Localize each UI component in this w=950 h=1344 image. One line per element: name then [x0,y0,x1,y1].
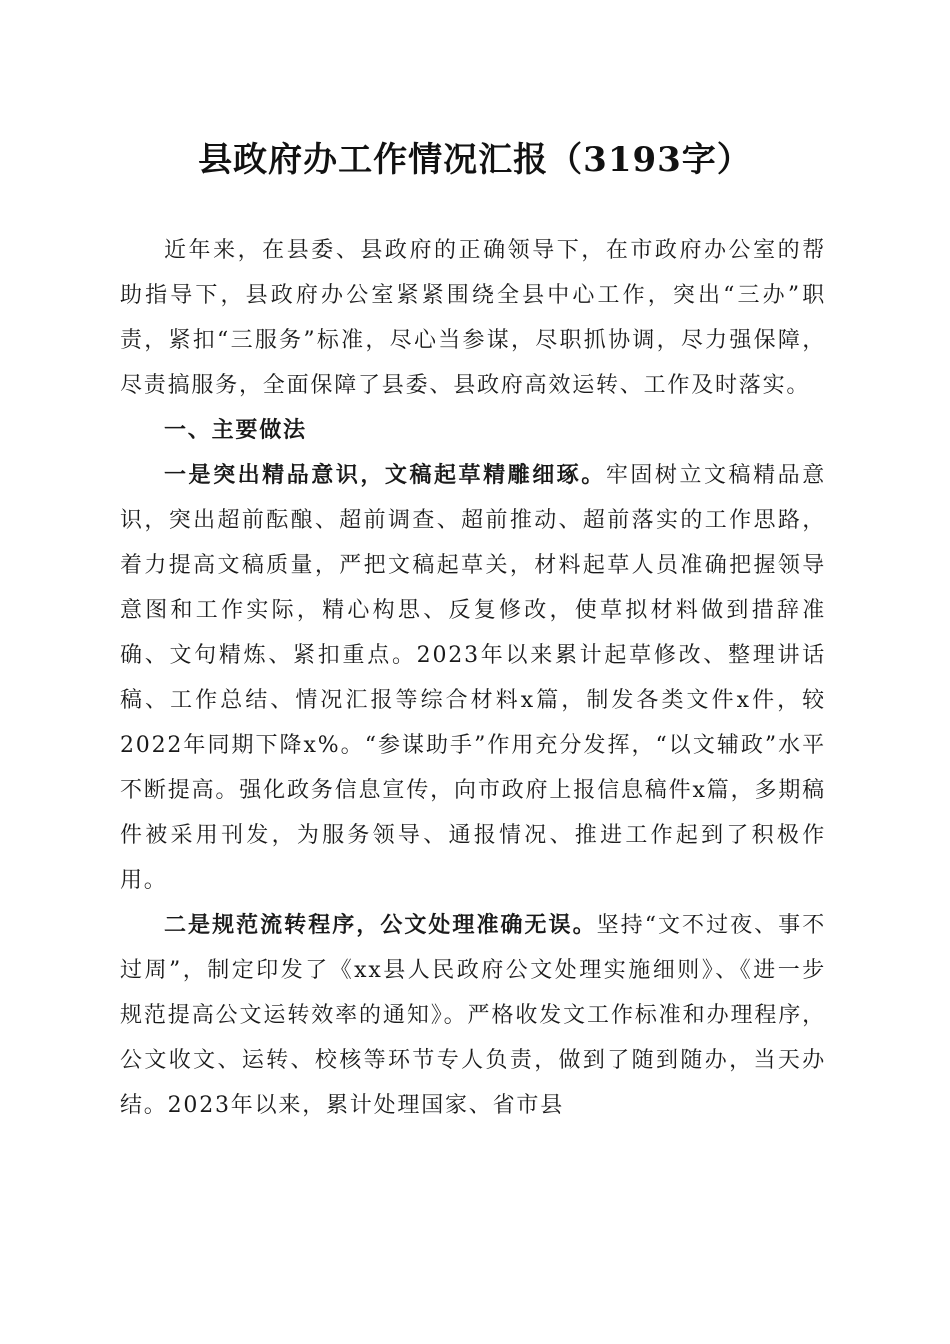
paragraph-2 [120,903,826,1128]
document-body [120,228,826,1128]
document-title: 县政府办工作情况汇报（3193字） [198,140,752,180]
paragraph-1 [120,453,826,903]
paragraph-1-lead: 一是突出精品意识，文稿起草精雕细琢。 [164,462,606,488]
intro-paragraph: 近年来，在县委、县政府的正确领导下，在市政府办公室的帮助指导下，县政府办公室紧紧围绕全县中心工作，突出“三办”职责，紧扣“三服务”标准，尽心当参谋，尽职抓协调，尽力强保障，尽责搞服务，全面保障了县委、县政府高效运转、工作及时落实。 [120,238,826,398]
paragraph-2-lead: 二是规范流转程序，公文处理准确无误。 [164,912,597,938]
section-heading: 一、主要做法 [164,418,307,443]
paragraph-1-body: 牢固树立文稿精品意识，突出超前酝酿、超前调查、超前推动、超前落实的工作思路，着力提高文稿质量，严把文稿起草关，材料起草人员准确把握领导意图和工作实际，精心构思、反复修改，使草拟材料做到措辞准确、文句精炼、紧扣重点。2023年以来累计起草修改、整理讲话稿、工作总结、情况汇报等综合材料x篇，制发各类文件x件，较2022年同期下降x%。“参谋助手”作用充分发挥，“以文辅政”水平不断提高。强化政务信息宣传，向市政府上报信息稿件x篇，多期稿件被采用刊发，为服务领导、通报情况、推进工作起到了积极作用。 [120,463,826,893]
paragraph-2-body: 坚持“文不过夜、事不过周”，制定印发了《xx县人民政府公文处理实施细则》、《进一步规范提高公文运转效率的通知》。严格收发文工作标准和办理程序，公文收文、运转、校核等环节专人负责，做到了随到随办，当天办结。2023年以来，累计处理国家、省市县 [120,913,827,1118]
